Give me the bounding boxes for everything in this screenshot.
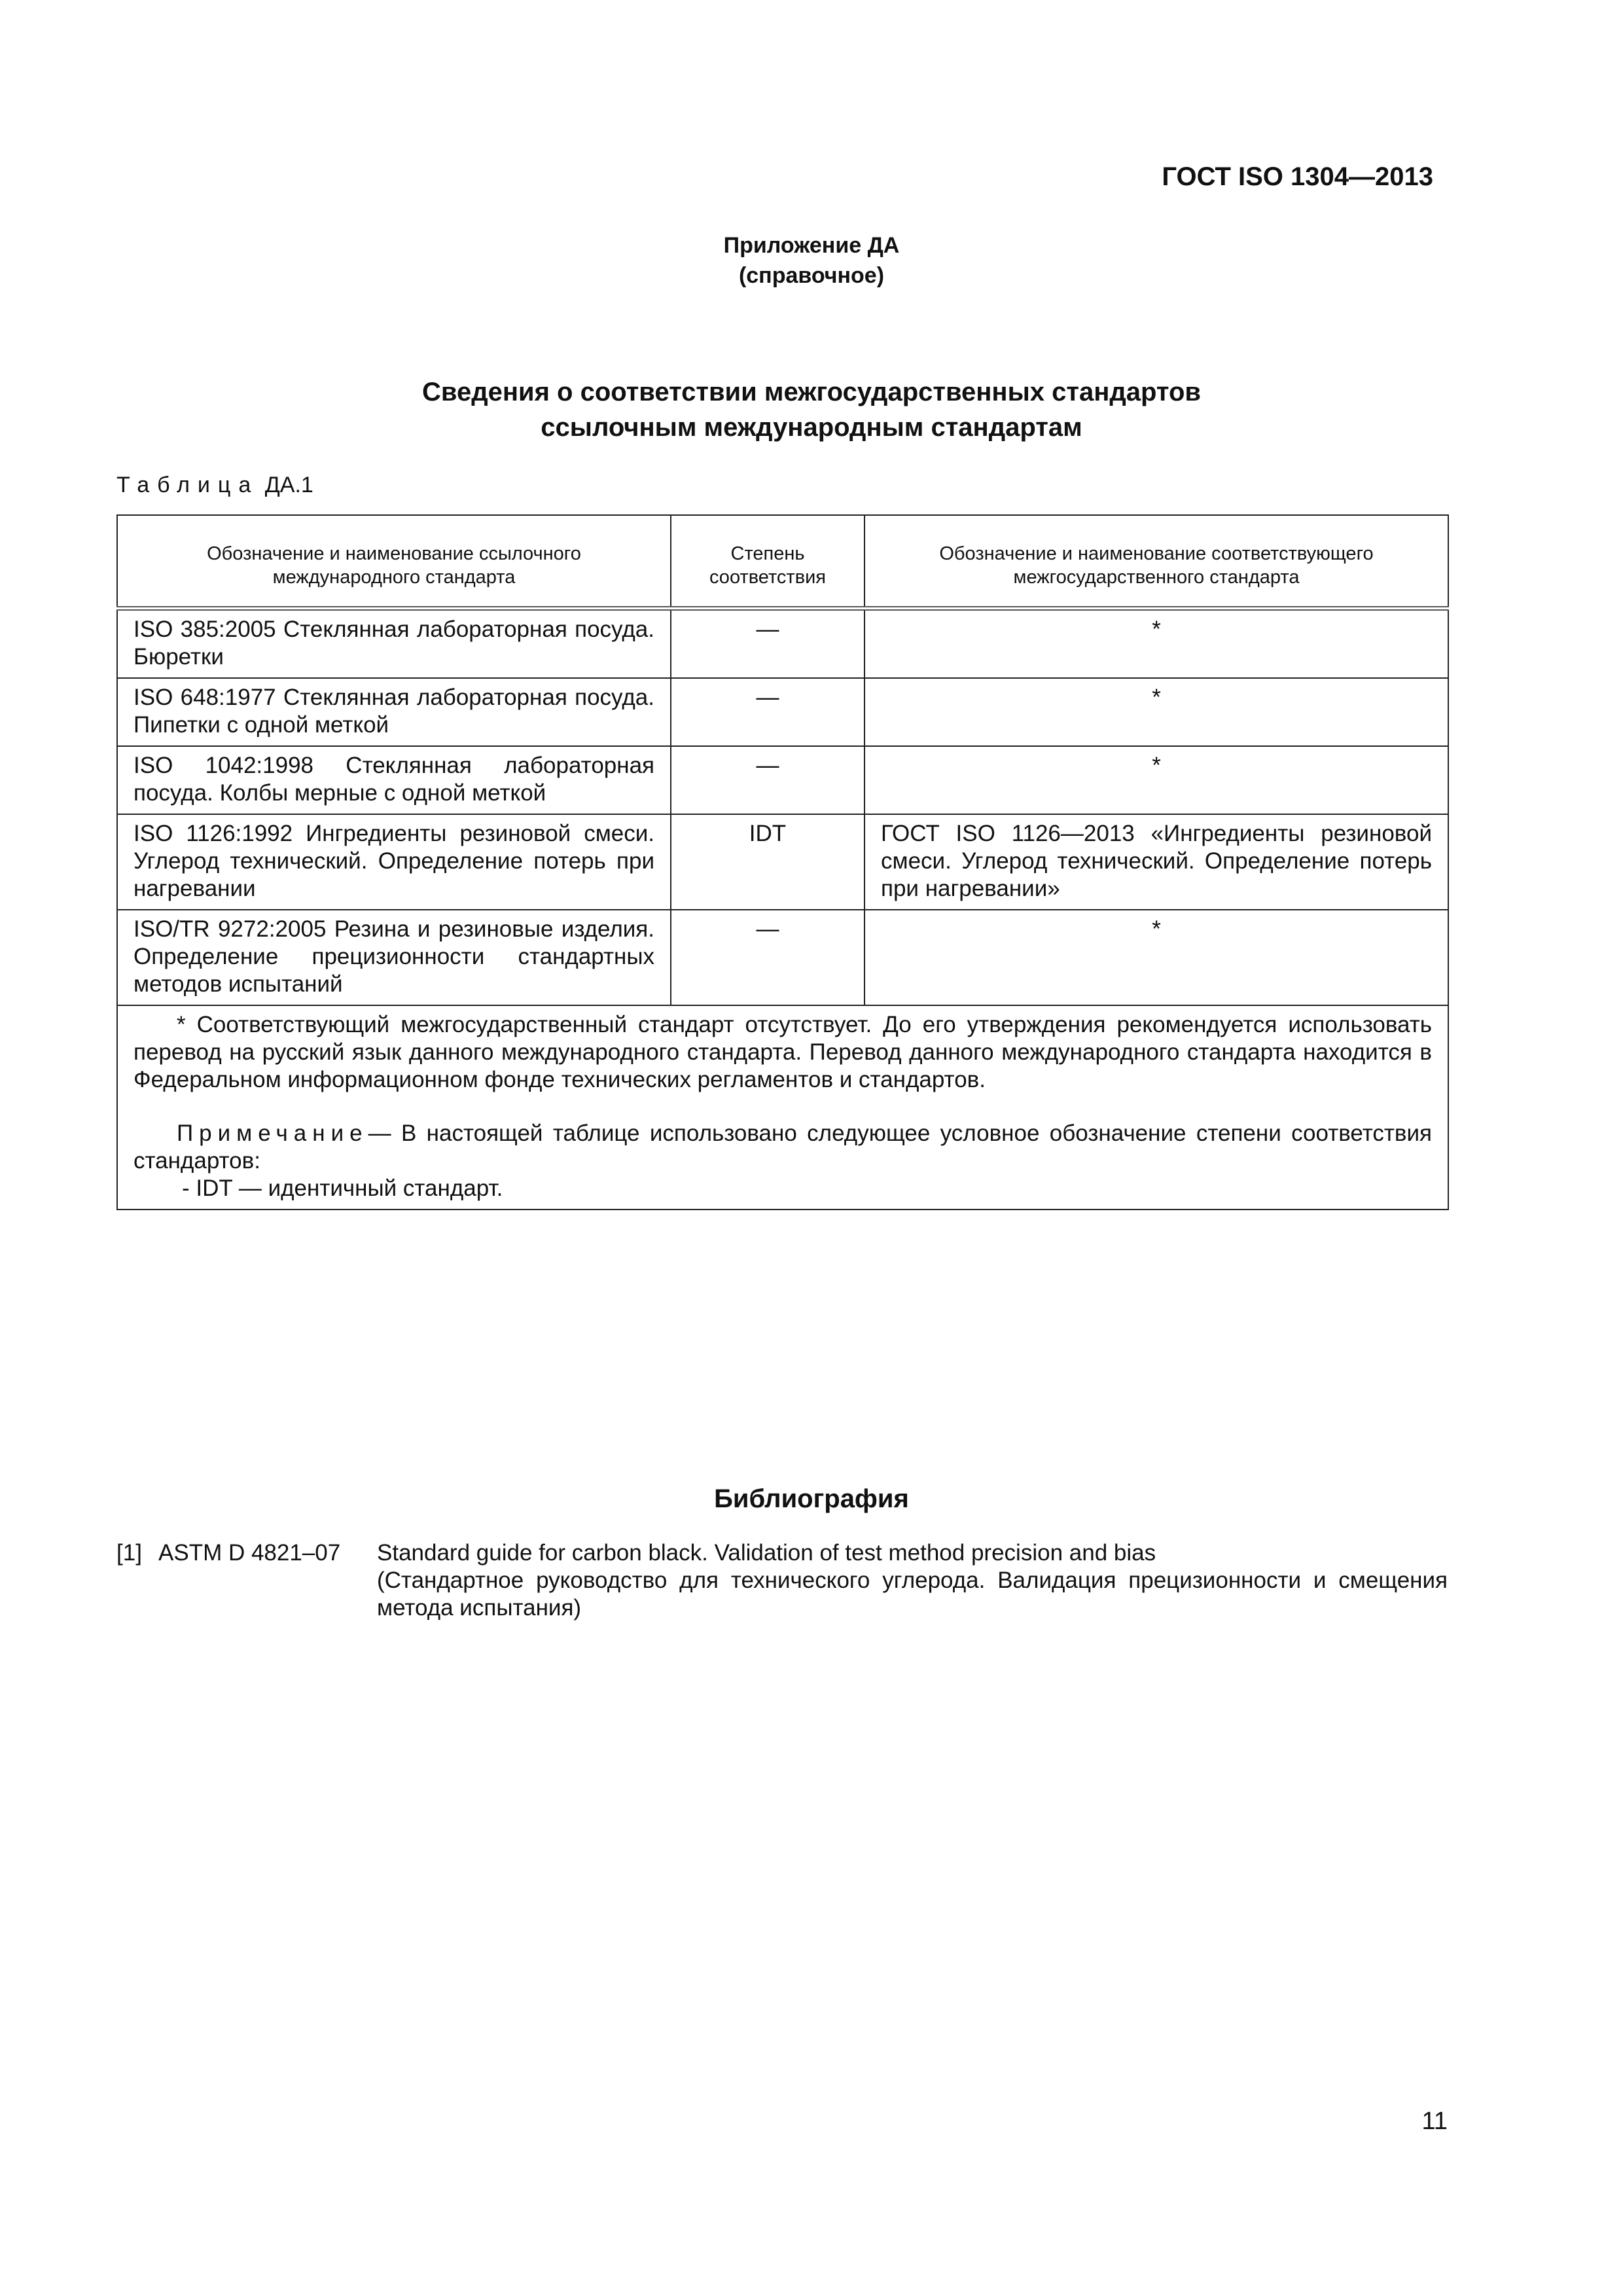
reference-standard-cell: ISO 385:2005 Стеклянная лабораторная посуда. Бюретки <box>117 609 671 679</box>
section-title-line-2: ссылочным международным стандартам <box>541 413 1082 442</box>
appendix-heading <box>0 230 1623 291</box>
table-notes-row <box>117 1005 1448 1210</box>
table-header-row <box>117 515 1448 609</box>
table-caption-number: ДА.1 <box>264 473 313 497</box>
table-notes <box>117 1005 1448 1210</box>
national-standard-cell: * <box>865 746 1448 814</box>
appendix-title: Приложение ДА <box>723 233 900 258</box>
bibliography-item-body <box>377 1539 1448 1622</box>
degree-cell: — <box>671 910 865 1005</box>
table-note <box>134 1120 1432 1175</box>
national-standard-cell: * <box>865 910 1448 1005</box>
national-standard-cell: * <box>865 609 1448 679</box>
reference-standard-cell: ISO 1042:1998 Стеклянная лабораторная посуда. Колбы мерные с одной меткой <box>117 746 671 814</box>
document-code: ГОСТ ISO 1304—2013 <box>1162 162 1433 191</box>
degree-cell: — <box>671 678 865 746</box>
table-caption-label: Таблица <box>116 473 259 497</box>
bibliography-item-translation: (Стандартное руководство для технического углерода. Валидация прецизионности и смещения метода испытания) <box>377 1568 1448 1621</box>
section-title-line-1: Сведения о соответствии межгосударственных стандартов <box>422 378 1201 406</box>
bibliography-item-code: ASTM D 4821–07 <box>158 1540 341 1566</box>
degree-cell: — <box>671 609 865 679</box>
table-row <box>117 814 1448 910</box>
reference-standard-cell: ISO/TR 9272:2005 Резина и резиновые изделия. Определение прецизионности стандартных методов испытаний <box>117 910 671 1005</box>
note-label: Примечание <box>177 1121 368 1146</box>
table-row <box>117 910 1448 1005</box>
degree-cell: — <box>671 746 865 814</box>
bibliography-title: Библиография <box>714 1484 909 1513</box>
reference-standard-cell: ISO 1126:1992 Ингредиенты резиновой смеси. Углерод технический. Определение потерь при нагревании <box>117 814 671 910</box>
correspondence-table <box>116 514 1449 1210</box>
national-standard-cell: ГОСТ ISO 1126—2013 «Ингредиенты резиновой смеси. Углерод технический. Определение потерь при нагревании» <box>865 814 1448 910</box>
header-national-standard: Обозначение и наименование соответствующего межгосударственного стандарта <box>865 515 1448 609</box>
bibliography-item <box>116 1539 1448 1622</box>
table-row <box>117 746 1448 814</box>
table-caption <box>116 473 313 498</box>
table-row <box>117 678 1448 746</box>
reference-standard-cell: ISO 648:1977 Стеклянная лабораторная посуда. Пипетки с одной меткой <box>117 678 671 746</box>
appendix-subtitle: (справочное) <box>738 263 885 288</box>
bibliography-item-number: [1] <box>116 1540 142 1566</box>
note-item: - IDT — идентичный стандарт. <box>182 1175 503 1201</box>
table-row <box>117 609 1448 679</box>
page-number: 11 <box>1421 2108 1448 2135</box>
degree-cell: IDT <box>671 814 865 910</box>
note-text: — В настоящей таблице использовано следующее условное обозначение степени соответствия стандартов: <box>134 1121 1432 1174</box>
national-standard-cell: * <box>865 678 1448 746</box>
section-title <box>0 374 1623 445</box>
header-degree: Степень соответствия <box>671 515 865 609</box>
header-reference-standard: Обозначение и наименование ссылочного международного стандарта <box>117 515 671 609</box>
bibliography-list <box>116 1539 1448 1622</box>
bibliography-item-title: Standard guide for carbon black. Validation of test method precision and bias <box>377 1540 1156 1566</box>
table-footnote: * Соответствующий межгосударственный стандарт отсутствует. До его утверждения рекомендуется использовать перевод на русский язык данного международного стандарта. Перевод данного международного стандарта находится в Федеральном информационном фонде технических регламентов и стандартов. <box>134 1012 1432 1092</box>
